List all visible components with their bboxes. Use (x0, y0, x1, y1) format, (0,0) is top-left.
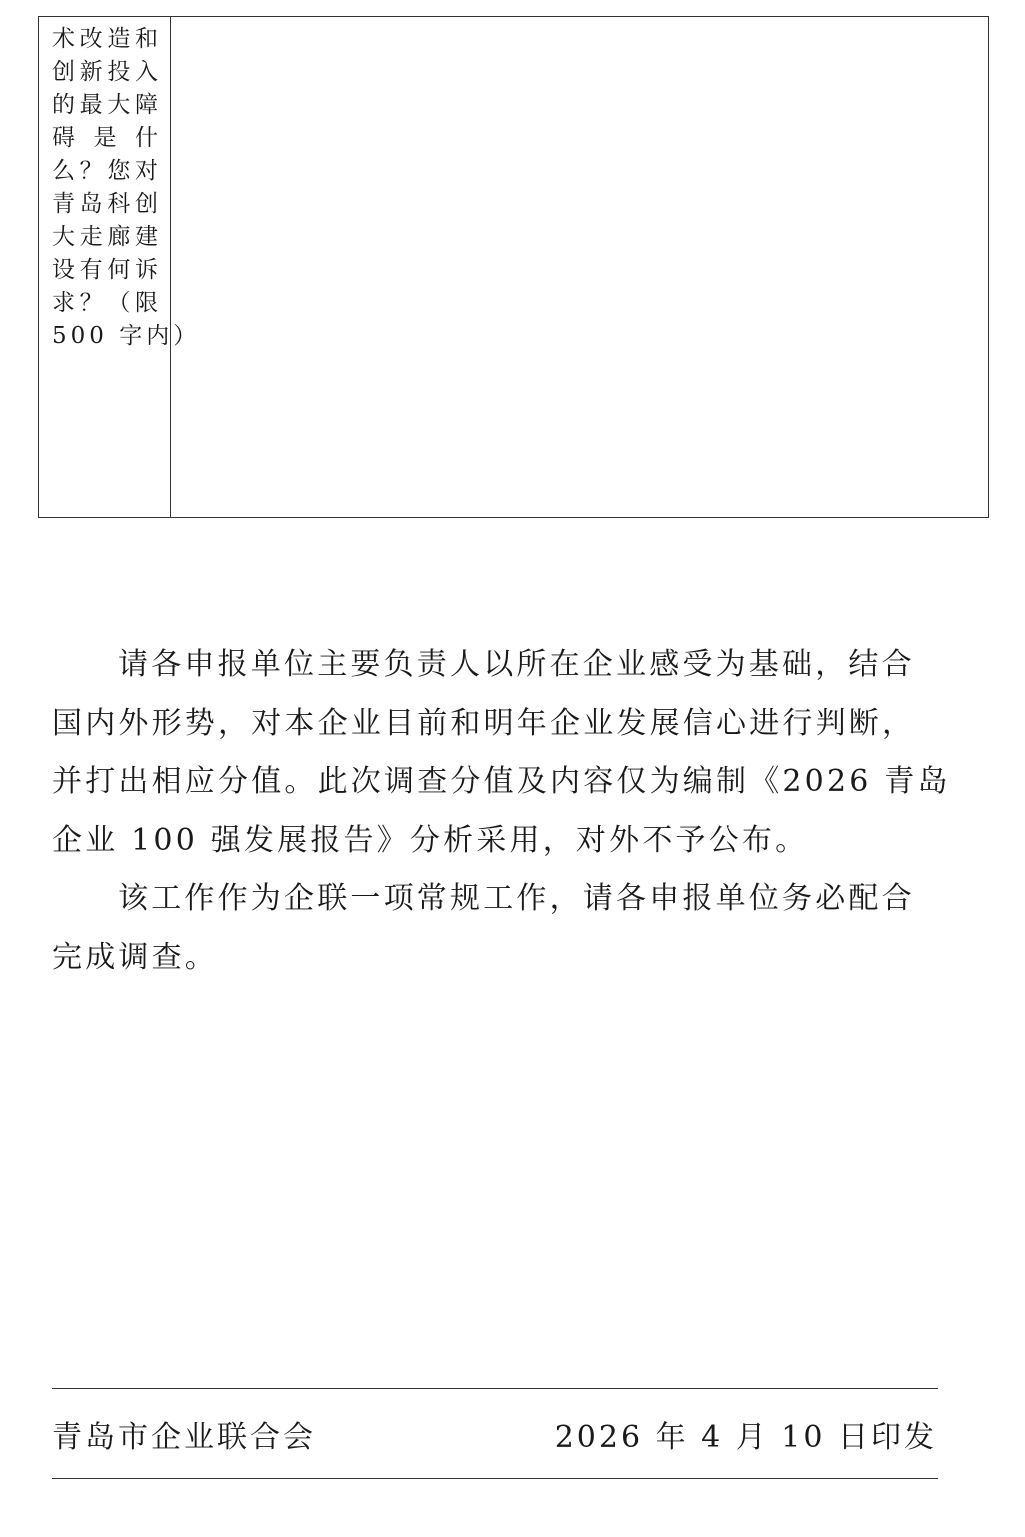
answer-cell[interactable] (171, 17, 988, 517)
document-body (52, 636, 951, 987)
question-label-line: 大走廊建 (52, 224, 162, 250)
paragraph-cooperation (52, 870, 942, 987)
issuer-name: 青岛市企业联合会 (52, 1420, 316, 1455)
paragraph-line: 国内外形势，对本企业目前和明年企业发展信心进行判断， (52, 705, 916, 741)
question-label-line: 求？（限 (52, 290, 162, 316)
paragraph-line: 完成调查。 (52, 939, 218, 975)
question-label-line: 创新投入 (52, 59, 162, 85)
question-label-line: 设有何诉 (52, 257, 162, 283)
footer-rule-bottom (52, 1478, 938, 1479)
survey-form-table (38, 16, 989, 518)
question-label-line: 术改造和 (52, 26, 162, 52)
question-label-line: 青岛科创 (52, 191, 162, 217)
question-label-line: 的最大障 (52, 92, 162, 118)
paragraph-line: 企业 100 强发展报告》分析采用，对外不予公布。 (52, 822, 809, 858)
footer-rule-top (52, 1388, 938, 1389)
question-label-cell (39, 17, 201, 517)
paragraph-instructions (52, 636, 951, 870)
issue-date: 2026 年 4 月 10 日印发 (554, 1420, 937, 1455)
question-label-line: 么？您对 (52, 158, 162, 184)
paragraph-line: 并打出相应分值。此次调查分值及内容仅为编制《2026 青岛 (52, 764, 951, 799)
paragraph-line: 请各申报单位主要负责人以所在企业感受为基础，结合 (118, 647, 915, 682)
paragraph-line: 该工作作为企联一项常规工作，请各申报单位务必配合 (118, 881, 915, 916)
question-label-line: 碍 是 什 (52, 125, 162, 151)
question-label-line: 500 字内） (52, 323, 201, 349)
